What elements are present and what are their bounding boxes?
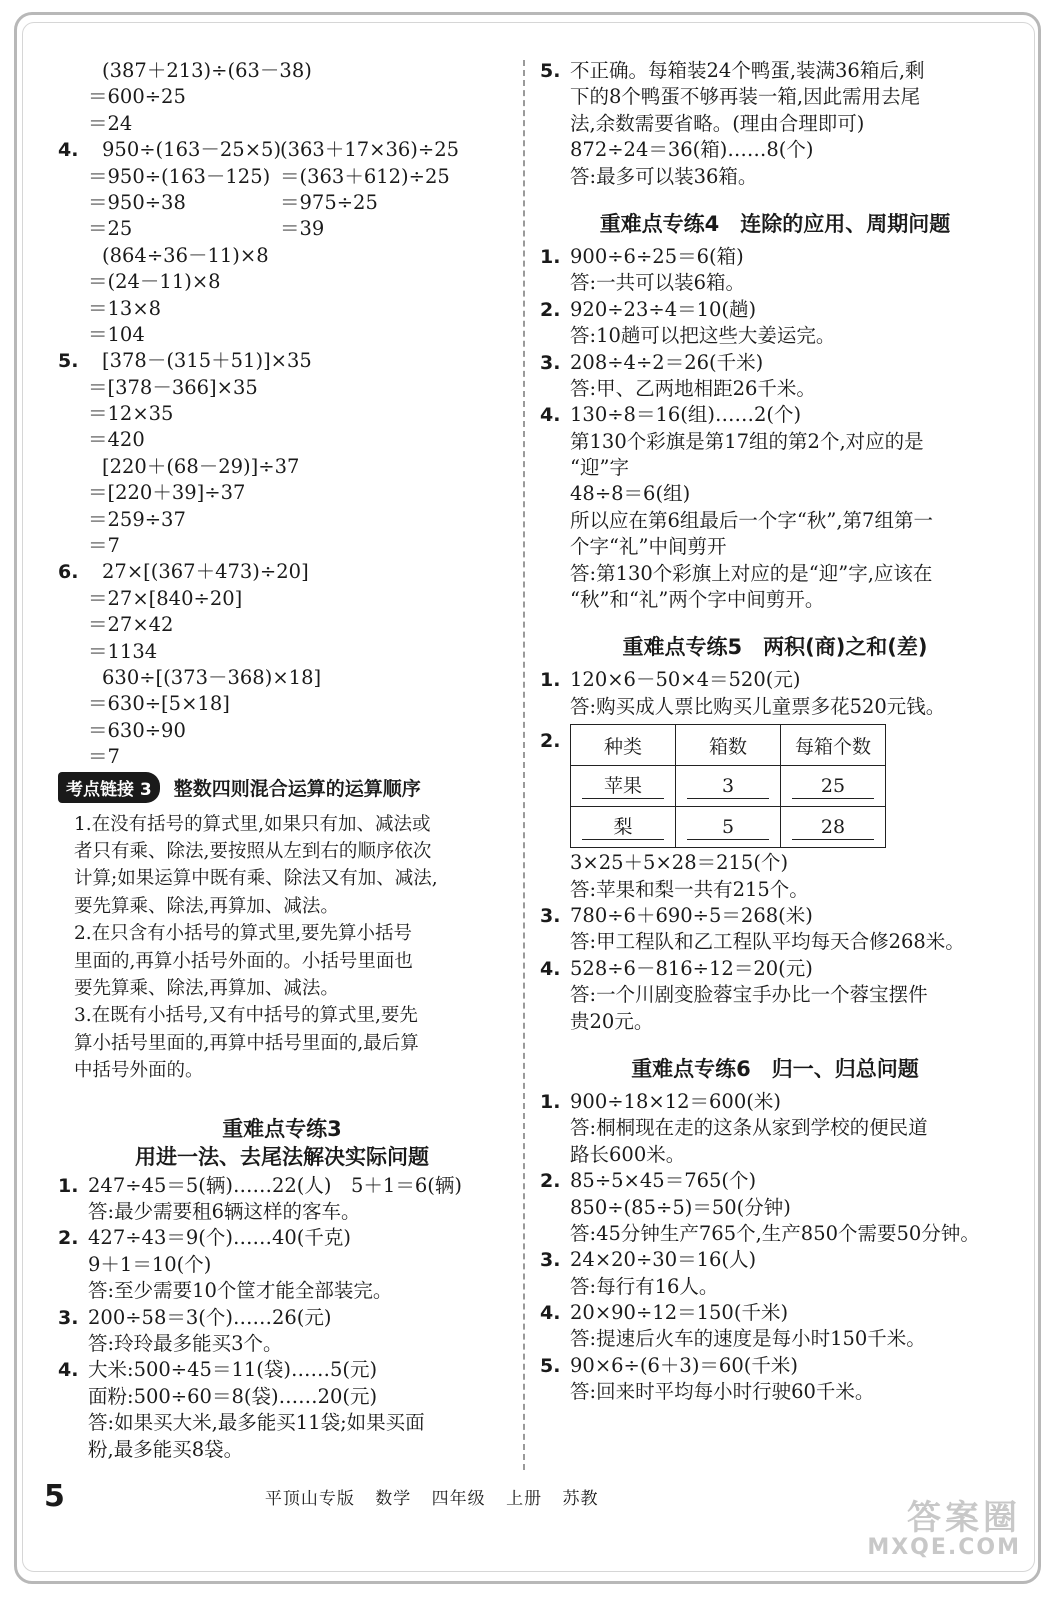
answer-line: 208÷4÷2＝26(千米) <box>570 350 764 374</box>
answer-line: 答:甲、乙两地相距26千米。 <box>570 376 816 400</box>
question-number: 4. <box>540 404 561 427</box>
answer-line: 答:苹果和梨一共有215个。 <box>570 877 809 901</box>
rule-line: 2.在只含有小括号的算式里,要先算小括号 <box>74 923 413 945</box>
calc-text: [378－(315＋51)]×35 <box>102 349 312 373</box>
answer-line: 答:每行有16人。 <box>570 1274 719 1298</box>
question-number: 3. <box>540 904 561 927</box>
calc-line: ＝630÷90 <box>88 718 186 742</box>
table-header: 种类 <box>571 725 676 766</box>
calc-row <box>58 190 506 216</box>
answer-line: 130÷8＝16(组)……2(个) <box>570 403 802 427</box>
question-number: 3. <box>58 1306 79 1329</box>
calc-line: ＝1134 <box>88 639 158 663</box>
answer-line: 85÷5×45＝765(个) <box>570 1169 757 1193</box>
column-divider <box>523 60 525 1470</box>
answer-line: 答:第130个彩旗上对应的是“迎”字,应该在 <box>570 561 933 585</box>
calc-text: (363＋17×36)÷25 <box>280 138 460 162</box>
question-number: 4. <box>540 1302 561 1325</box>
calc-row <box>58 137 506 163</box>
answer-item <box>540 58 1010 190</box>
answer-line: 答:桐桐现在走的这条从家到学校的便民道 <box>570 1116 928 1140</box>
page-number: 5 <box>44 1478 65 1514</box>
calc-text: 950÷(163－25×5) <box>102 138 282 162</box>
question-number: 5. <box>540 60 561 82</box>
calc-line: ＝259÷37 <box>88 507 186 531</box>
calc-line: (387＋213)÷(63－38) <box>102 59 312 82</box>
answer-line: 面粉:500÷60＝8(袋)……20(元) <box>88 1384 378 1408</box>
question-number: 4. <box>540 957 561 980</box>
answer-line: 法,余数需要省略。(理由合理即可) <box>570 111 865 135</box>
rule-line: 计算;如果运算中既有乘、除法又有加、减法, <box>74 868 438 890</box>
answer-item <box>540 244 1010 297</box>
answer-item <box>540 1247 1010 1300</box>
calc-line: [220＋(68－29)]÷37 <box>102 454 300 478</box>
calc-line: ＝7 <box>88 534 120 558</box>
answer-line: 850÷(85÷5)＝50(分钟) <box>570 1195 791 1219</box>
answer-line: 900÷18×12＝600(米) <box>570 1089 781 1113</box>
watermark-url: MXQE.COM <box>867 1535 1021 1560</box>
answer-line: 答:最多可以装36箱。 <box>570 164 758 188</box>
rule-line: 3.在既有小括号,又有中括号的算式里,要先 <box>74 1005 418 1027</box>
calc-line: ＝(24－11)×8 <box>88 270 221 294</box>
question-number: 2. <box>540 730 561 753</box>
calc-text: ＝25 <box>88 217 133 241</box>
answer-line: 920÷23÷4＝10(趟) <box>570 297 757 321</box>
question-number: 2. <box>540 298 561 321</box>
answer-line: 24×20÷30＝16(人) <box>570 1248 757 1272</box>
filled-answer: 28 <box>792 815 874 840</box>
answer-line: 247÷45＝5(辆)……22(人) 5＋1＝6(辆) <box>88 1173 462 1197</box>
calc-row <box>58 348 506 374</box>
answer-line: 答:一共可以装6箱。 <box>570 271 745 295</box>
answer-line: 780÷6＋690÷5＝268(米) <box>570 903 813 927</box>
answer-item <box>58 1357 506 1463</box>
answer-item <box>540 297 1010 350</box>
section-title: 重难点专练5 两积(商)之和(差) <box>622 635 928 660</box>
section-title: 重难点专练6 归一、归总问题 <box>631 1056 919 1081</box>
answer-item <box>58 1305 506 1358</box>
rule-line: 要先算乘、除法,再算加、减法。 <box>74 977 339 999</box>
answer-line: 9＋1＝10(个) <box>88 1252 212 1276</box>
question-number: 1. <box>540 245 561 268</box>
answer-line: 答:玲玲最多能买3个。 <box>88 1331 283 1355</box>
calc-line: 630÷[(373－368)×18] <box>102 665 322 689</box>
answer-line: 90×6÷(6＋3)＝60(千米) <box>570 1353 798 1377</box>
calc-row <box>58 216 506 242</box>
table-header: 箱数 <box>676 725 781 766</box>
answer-line: 答:购买成人票比购买儿童票多花520元钱。 <box>570 694 946 718</box>
answer-line: 答:最少需要租6辆这样的客车。 <box>88 1200 361 1223</box>
answer-line: 下的8个鸭蛋不够再装一箱,因此需用去尾 <box>570 85 921 109</box>
knowledge-link-body <box>58 811 506 1085</box>
question-number: 5. <box>58 350 79 373</box>
answer-line: 不正确。每箱装24个鸭蛋,装满36箱后,剩 <box>570 59 925 82</box>
answer-line: 大米:500÷45＝11(袋)……5(元) <box>88 1358 378 1382</box>
calc-text: ＝950÷38 <box>88 190 186 214</box>
section-title: 重难点专练3 <box>222 1116 342 1141</box>
filled-answer: 梨 <box>582 815 664 840</box>
section-subtitle: 用进一法、去尾法解决实际问题 <box>135 1144 429 1169</box>
calc-text: ＝39 <box>280 217 325 241</box>
answer-item <box>58 1173 506 1226</box>
calc-line: (864÷36－11)×8 <box>102 243 269 267</box>
filled-answer: 苹果 <box>582 774 664 799</box>
answer-line: 答:45分钟生产765个,生产850个需要50分钟。 <box>570 1221 980 1245</box>
calc-line: ＝630÷[5×18] <box>88 692 230 716</box>
knowledge-link-tag: 考点链接 3 <box>58 772 160 803</box>
calc-line: ＝27×[840÷20] <box>88 586 243 610</box>
answer-line: 872÷24＝36(箱)……8(个) <box>570 138 814 162</box>
question-number: 5. <box>540 1354 561 1377</box>
answer-line: 贵20元。 <box>570 1009 654 1033</box>
answer-item <box>540 903 1010 956</box>
answer-item <box>540 667 1010 720</box>
answer-line: 答:回来时平均每小时行驶60千米。 <box>570 1380 875 1404</box>
book-info: 平顶山专版 数学 四年级 上册 苏教 <box>264 1488 599 1509</box>
filled-answer: 25 <box>792 774 874 799</box>
calc-line: ＝420 <box>88 428 145 452</box>
knowledge-link-title: 整数四则混合运算的运算顺序 <box>173 778 421 801</box>
answer-line: 120×6－50×4＝520(元) <box>570 668 801 692</box>
answer-line: 答:至少需要10个筐才能全部装完。 <box>88 1279 393 1303</box>
calc-line: ＝24 <box>88 111 133 135</box>
question-number: 1. <box>540 669 561 692</box>
answer-item <box>540 956 1010 1035</box>
calc-text: ＝975÷25 <box>280 190 378 214</box>
answer-line: 答:甲工程队和乙工程队平均每天合修268米。 <box>570 930 965 954</box>
question-number: 3. <box>540 1249 561 1272</box>
table-cell <box>781 807 886 848</box>
answer-line: 个字“礼”中间剪开 <box>570 535 727 559</box>
table-cell <box>676 807 781 848</box>
answer-line: 粉,最多能买8袋。 <box>88 1437 244 1461</box>
question-number: 2. <box>58 1227 79 1250</box>
calc-text: ＝(363＋612)÷25 <box>280 164 450 188</box>
answer-line: 48÷8＝6(组) <box>570 482 691 506</box>
calc-line: ＝12×35 <box>88 402 174 426</box>
answer-line: 200÷58＝3(个)……26(元) <box>88 1305 332 1329</box>
answer-line: 答:提速后火车的速度是每小时150千米。 <box>570 1327 926 1351</box>
answer-item <box>540 1168 1010 1247</box>
left-column <box>58 58 506 1463</box>
rule-line: 算小括号里面的,再算中括号里面的,最后算 <box>74 1032 419 1054</box>
table-row <box>571 807 886 848</box>
answer-line: 20×90÷12＝150(千米) <box>570 1301 789 1325</box>
page-footer <box>44 1478 744 1514</box>
rule-line: 者只有乘、除法,要按照从左到右的顺序依次 <box>74 840 432 862</box>
answer-line: 答:10趟可以把这些大姜运完。 <box>570 324 836 348</box>
table-cell <box>676 766 781 807</box>
answer-line: 答:如果买大米,最多能买11袋;如果买面 <box>88 1411 425 1435</box>
calc-text: 27×[(367＋473)÷20] <box>102 560 309 584</box>
answer-item <box>58 1225 506 1304</box>
section-title: 重难点专练4 连除的应用、周期问题 <box>599 211 951 236</box>
table-cell <box>781 766 886 807</box>
watermark-logo <box>867 1490 1021 1560</box>
watermark-text: 答案圈 <box>907 1498 1021 1538</box>
calc-line: ＝600÷25 <box>88 85 186 109</box>
calc-line: ＝13×8 <box>88 296 162 320</box>
fruit-table <box>570 724 886 848</box>
answer-line: 所以应在第6组最后一个字“秋”,第7组第一 <box>570 508 933 532</box>
calc-line: ＝104 <box>88 322 145 346</box>
table-row <box>571 766 886 807</box>
answer-line: 路长600米。 <box>570 1142 686 1166</box>
answer-line: 427÷43＝9(个)……40(千克) <box>88 1226 352 1250</box>
answer-line: “秋”和“礼”两个字中间剪开。 <box>570 588 825 612</box>
rule-line: 要先算乘、除法,再算加、减法。 <box>74 895 339 917</box>
answer-item <box>540 1300 1010 1353</box>
rule-line: 中括号外面的。 <box>74 1060 204 1082</box>
knowledge-link-header <box>58 773 506 803</box>
calc-line: ＝[220＋39]÷37 <box>88 481 246 505</box>
rule-line: 里面的,再算小括号外面的。小括号里面也 <box>74 950 413 972</box>
calc-line: ＝27×42 <box>88 613 174 637</box>
calc-row <box>58 164 506 190</box>
answer-line: 528÷6－816÷12＝20(元) <box>570 956 813 980</box>
answer-line: 900÷6÷25＝6(箱) <box>570 244 744 268</box>
filled-answer: 5 <box>687 815 769 840</box>
question-number: 2. <box>540 1170 561 1193</box>
rule-line: 1.在没有括号的算式里,如果只有加、减法或 <box>74 813 431 835</box>
answer-item <box>540 350 1010 403</box>
right-column <box>540 58 1010 1406</box>
answer-item <box>540 1089 1010 1168</box>
answer-line: 第130个彩旗是第17组的第2个,对应的是 <box>570 429 924 453</box>
answer-line: “迎”字 <box>570 456 629 480</box>
question-number: 1. <box>540 1090 561 1113</box>
table-cell <box>571 766 676 807</box>
table-cell <box>571 807 676 848</box>
question-number: 6. <box>58 561 79 584</box>
answer-line: 答:一个川剧变脸蓉宝手办比一个蓉宝摆件 <box>570 983 928 1007</box>
table-header: 每箱个数 <box>781 725 886 766</box>
filled-answer: 3 <box>687 774 769 799</box>
calc-line: ＝7 <box>88 745 120 769</box>
calc-row <box>58 559 506 585</box>
question-number: 3. <box>540 351 561 374</box>
answer-item <box>540 1353 1010 1406</box>
table-header-row <box>571 725 886 766</box>
question-number: 4. <box>58 1359 79 1382</box>
answer-item <box>540 724 1010 903</box>
answer-line: 3×25＋5×28＝215(个) <box>570 851 789 875</box>
question-number: 4. <box>58 139 79 162</box>
answer-item <box>540 402 1010 613</box>
calc-text: ＝950÷(163－125) <box>88 164 271 188</box>
question-number: 1. <box>58 1174 79 1197</box>
calc-line: ＝[378－366]×35 <box>88 375 258 399</box>
